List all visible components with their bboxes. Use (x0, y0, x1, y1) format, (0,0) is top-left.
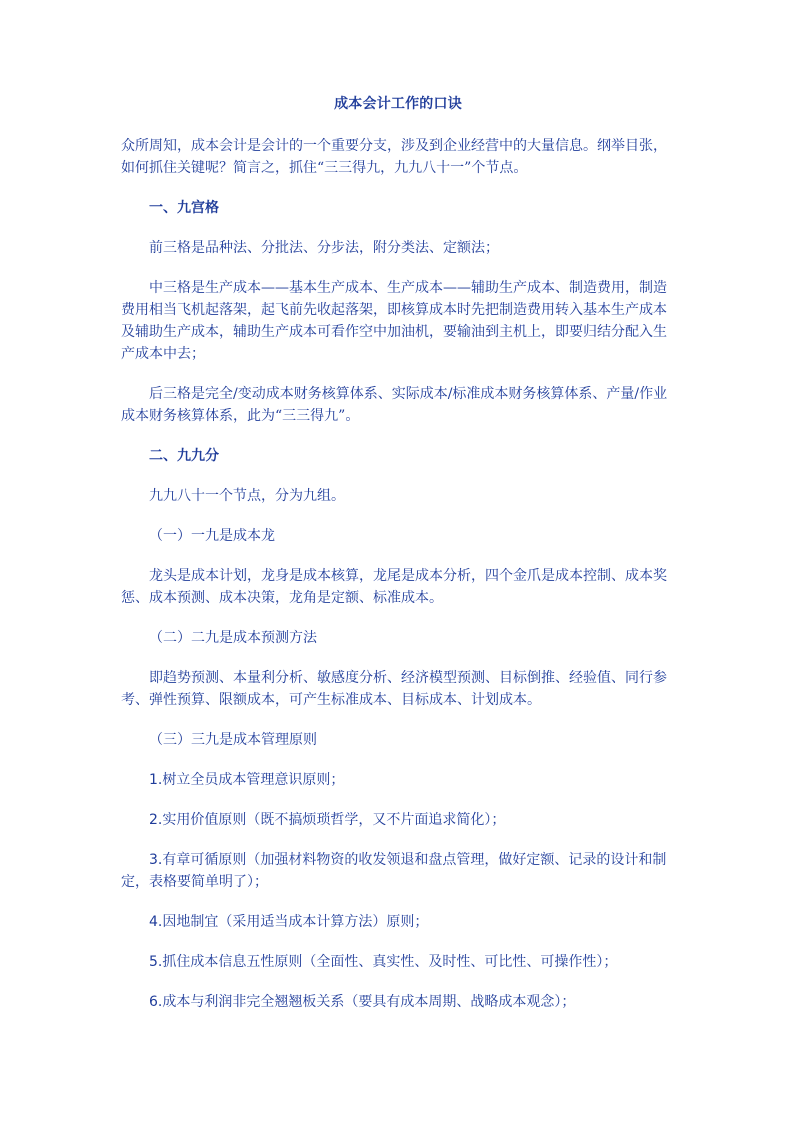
section1-paragraph-1: 前三格是品种法、分批法、分步法，附分类法、定额法； (149, 240, 499, 256)
principle-item-5 (121, 951, 675, 973)
item-number: 1. (149, 772, 163, 788)
section-heading-2: 二、九九分 (149, 448, 219, 464)
item-text: 实用价值原则（既不搞烦琐哲学，又不片面追求简化）； (162, 812, 506, 828)
item-number: 3. (149, 852, 163, 868)
group-heading-1: （一）一九是成本龙 (149, 528, 275, 544)
item-number: 2. (149, 812, 163, 828)
group1-paragraph: 龙头是成本计划，龙身是成本核算，龙尾是成本分析，四个金爪是成本控制、成本奖惩、成本预测、成本决策，龙角是定额、标准成本。 (121, 568, 667, 606)
item-text: 因地制宜（采用适当成本计算方法）原则； (162, 914, 429, 930)
item-text: 树立全员成本管理意识原则； (162, 772, 345, 788)
item-number: 4. (149, 914, 163, 930)
section1-paragraph-3: 后三格是完全/变动成本财务核算体系、实际成本/标准成本财务核算体系、产量/作业成本财务核算体系，此为“三三得九”。 (121, 386, 668, 424)
intro-paragraph: 众所周知，成本会计是会计的一个重要分支，涉及到企业经营中的大量信息。纲举目张，如何抓住关键呢？简言之，抓住“三三得九，九九八十一”个节点。 (121, 138, 667, 176)
section-heading-1: 一、九宫格 (149, 200, 219, 216)
group-heading-3: （三）三九是成本管理原则 (149, 732, 317, 748)
principle-item-3 (121, 849, 675, 893)
document-body (121, 93, 675, 1031)
principle-item-1 (121, 769, 675, 791)
item-text: 抓住成本信息五性原则（全面性、真实性、及时性、可比性、可操作性）； (162, 954, 618, 970)
item-text: 成本与利润非完全翘翘板关系（要具有成本周期、战略成本观念）； (162, 994, 576, 1010)
principle-item-2 (121, 809, 675, 831)
section2-intro: 九九八十一个节点，分为九组。 (149, 488, 345, 504)
document-title: 成本会计工作的口诀 (334, 96, 462, 112)
principle-item-4 (121, 911, 675, 933)
item-number: 6. (149, 994, 163, 1010)
item-number: 5. (149, 954, 163, 970)
section1-paragraph-2: 中三格是生产成本——基本生产成本、生产成本——辅助生产成本、制造费用，制造费用相当飞机起落架，起飞前先收起落架，即核算成本时先把制造费用转入基本生产成本及辅助生产成本，辅助生产成本可看作空中加油机，要输油到主机上，即要归结分配入生产成本中去； (121, 280, 667, 362)
group2-paragraph: 即趋势预测、本量利分析、敏感度分析、经济模型预测、目标倒推、经验值、同行参考、弹性预算、限额成本，可产生标准成本、目标成本、计划成本。 (121, 670, 667, 708)
item-text: 有章可循原则（加强材料物资的收发领退和盘点管理，做好定额、记录的设计和制定，表格要简单明了）； (121, 852, 667, 890)
group-heading-2: （二）二九是成本预测方法 (149, 630, 317, 646)
principle-item-6 (121, 991, 675, 1013)
